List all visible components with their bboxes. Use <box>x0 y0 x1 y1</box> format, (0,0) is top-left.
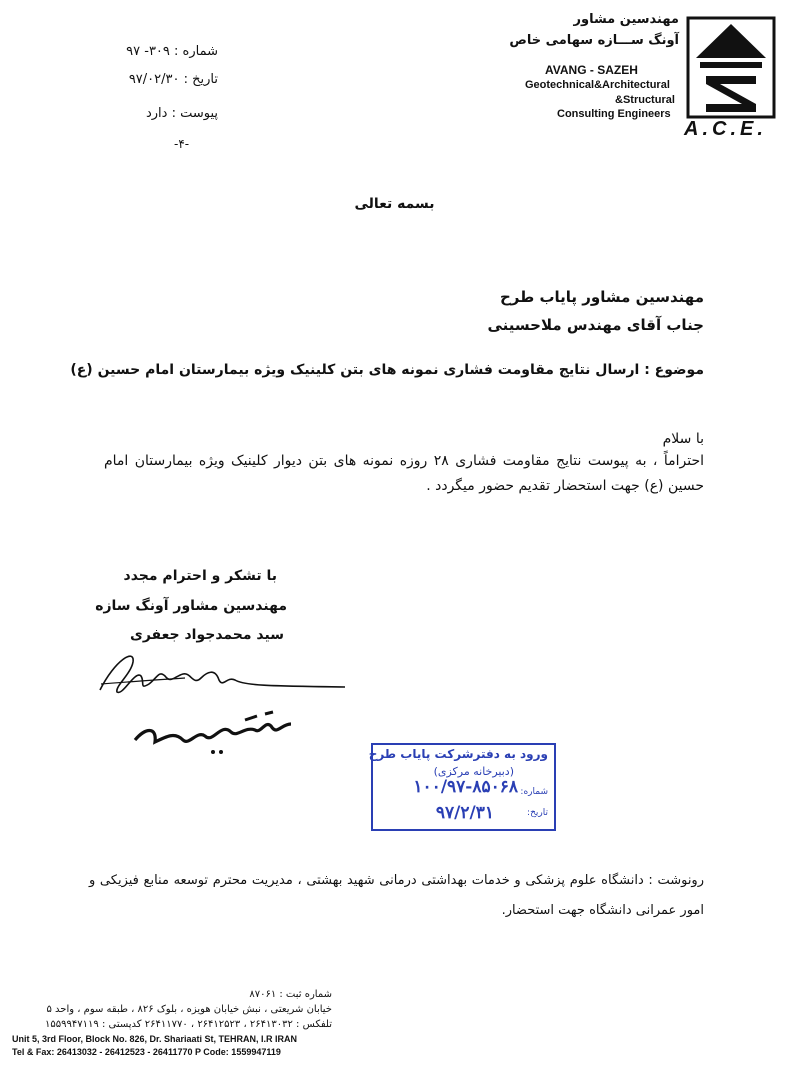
letter-number: شماره : ۳۰۹- ۹۷ <box>126 44 218 59</box>
reception-stamp <box>368 743 556 831</box>
company-desc-en-2: &Structural <box>615 94 675 106</box>
signoff-company: مهندسین مشاور آونگ سازه <box>95 598 287 614</box>
besmeh-heading: بسمه تعالی <box>354 196 435 212</box>
company-logo <box>686 16 776 119</box>
company-desc-en-3: Consulting Engineers <box>557 108 671 120</box>
company-name-fa-line2: آونگ ســـازه سهامی خاص <box>509 33 679 48</box>
footer-address-fa: خیابان شریعتی ، نبش خیابان هویزه ، بلوک ۸۲۶ ، طبقه سوم ، واحد ۵ <box>46 1004 332 1015</box>
body-paragraph: احتراماً ، به پیوست نتایج مقاومت فشاری ۲۸ روزه نمونه های بتن دیوار کلینیک ویژه بیمارستان امام حسین (ع) جهت استحضار تقدیم حضور میگردد . <box>104 453 705 494</box>
letter-subject: موضوع : ارسال نتایج مقاومت فشاری نمونه های بتن کلینیک ویژه بیمارستان امام حسین (ع) <box>70 362 704 378</box>
greeting: با سلام <box>662 431 704 447</box>
footer-phones-fa: تلفکس : ۲۶۴۱۳۰۳۲ ، ۲۶۴۱۲۵۲۳ ، ۲۶۴۱۱۷۷۰ کدپستی : ۱۵۵۹۹۴۷۱۱۹ <box>45 1019 332 1030</box>
letter-attachment: پیوست : دارد <box>145 106 218 121</box>
recipient-person: جناب آقای مهندس ملاحسینی <box>487 316 704 334</box>
recipient-company: مهندسین مشاور پایاب طرح <box>499 288 704 306</box>
stamp-title: ورود به دفترشرکت پایاب طرح <box>368 747 548 761</box>
stamp-number-value: ۱۰۰/۹۷-۸۵۰۶۸ <box>413 777 518 797</box>
company-desc-en-1: Geotechnical&Architectural <box>525 79 670 91</box>
stamp-date-value: ۹۷/۲/۳۱ <box>435 803 494 823</box>
company-abbr: A.C.E. <box>684 118 767 140</box>
stamp-subtitle: (دبیرخانه مرکزی) <box>433 765 514 778</box>
handwritten-signature <box>95 640 355 765</box>
signoff-name: سید محمدجواد جعفری <box>129 627 284 643</box>
footer-registration: شماره ثبت : ۸۷۰۶۱ <box>249 989 332 1000</box>
stamp-date-label: تاریخ: <box>527 808 548 818</box>
page-mark: -۴- <box>174 137 190 151</box>
letter-date: تاریخ : ۹۷/۰۲/۳۰ <box>128 72 218 87</box>
footer-address-en: Unit 5, 3rd Floor, Block No. 826, Dr. Shariaati St, TEHRAN, I.R IRAN <box>12 1034 298 1044</box>
carbon-copy: رونوشت : دانشگاه علوم پزشکی و خدمات بهداشتی درمانی شهید بهشتی ، مدیریت محترم توسعه منابع فیزیکی و امور عمرانی دانشگاه جهت استحضار. <box>89 873 704 918</box>
company-name-en: AVANG - SAZEH <box>545 63 638 77</box>
signoff-closing: با تشکر و احترام مجدد <box>123 568 277 584</box>
stamp-number-label: شماره: <box>520 787 548 797</box>
footer-phones-en: Tel & Fax: 26413032 - 26412523 - 26411770 P Code: 1559947119 <box>12 1047 281 1057</box>
company-name-fa-line1: مهندسین مشاور <box>573 12 679 27</box>
